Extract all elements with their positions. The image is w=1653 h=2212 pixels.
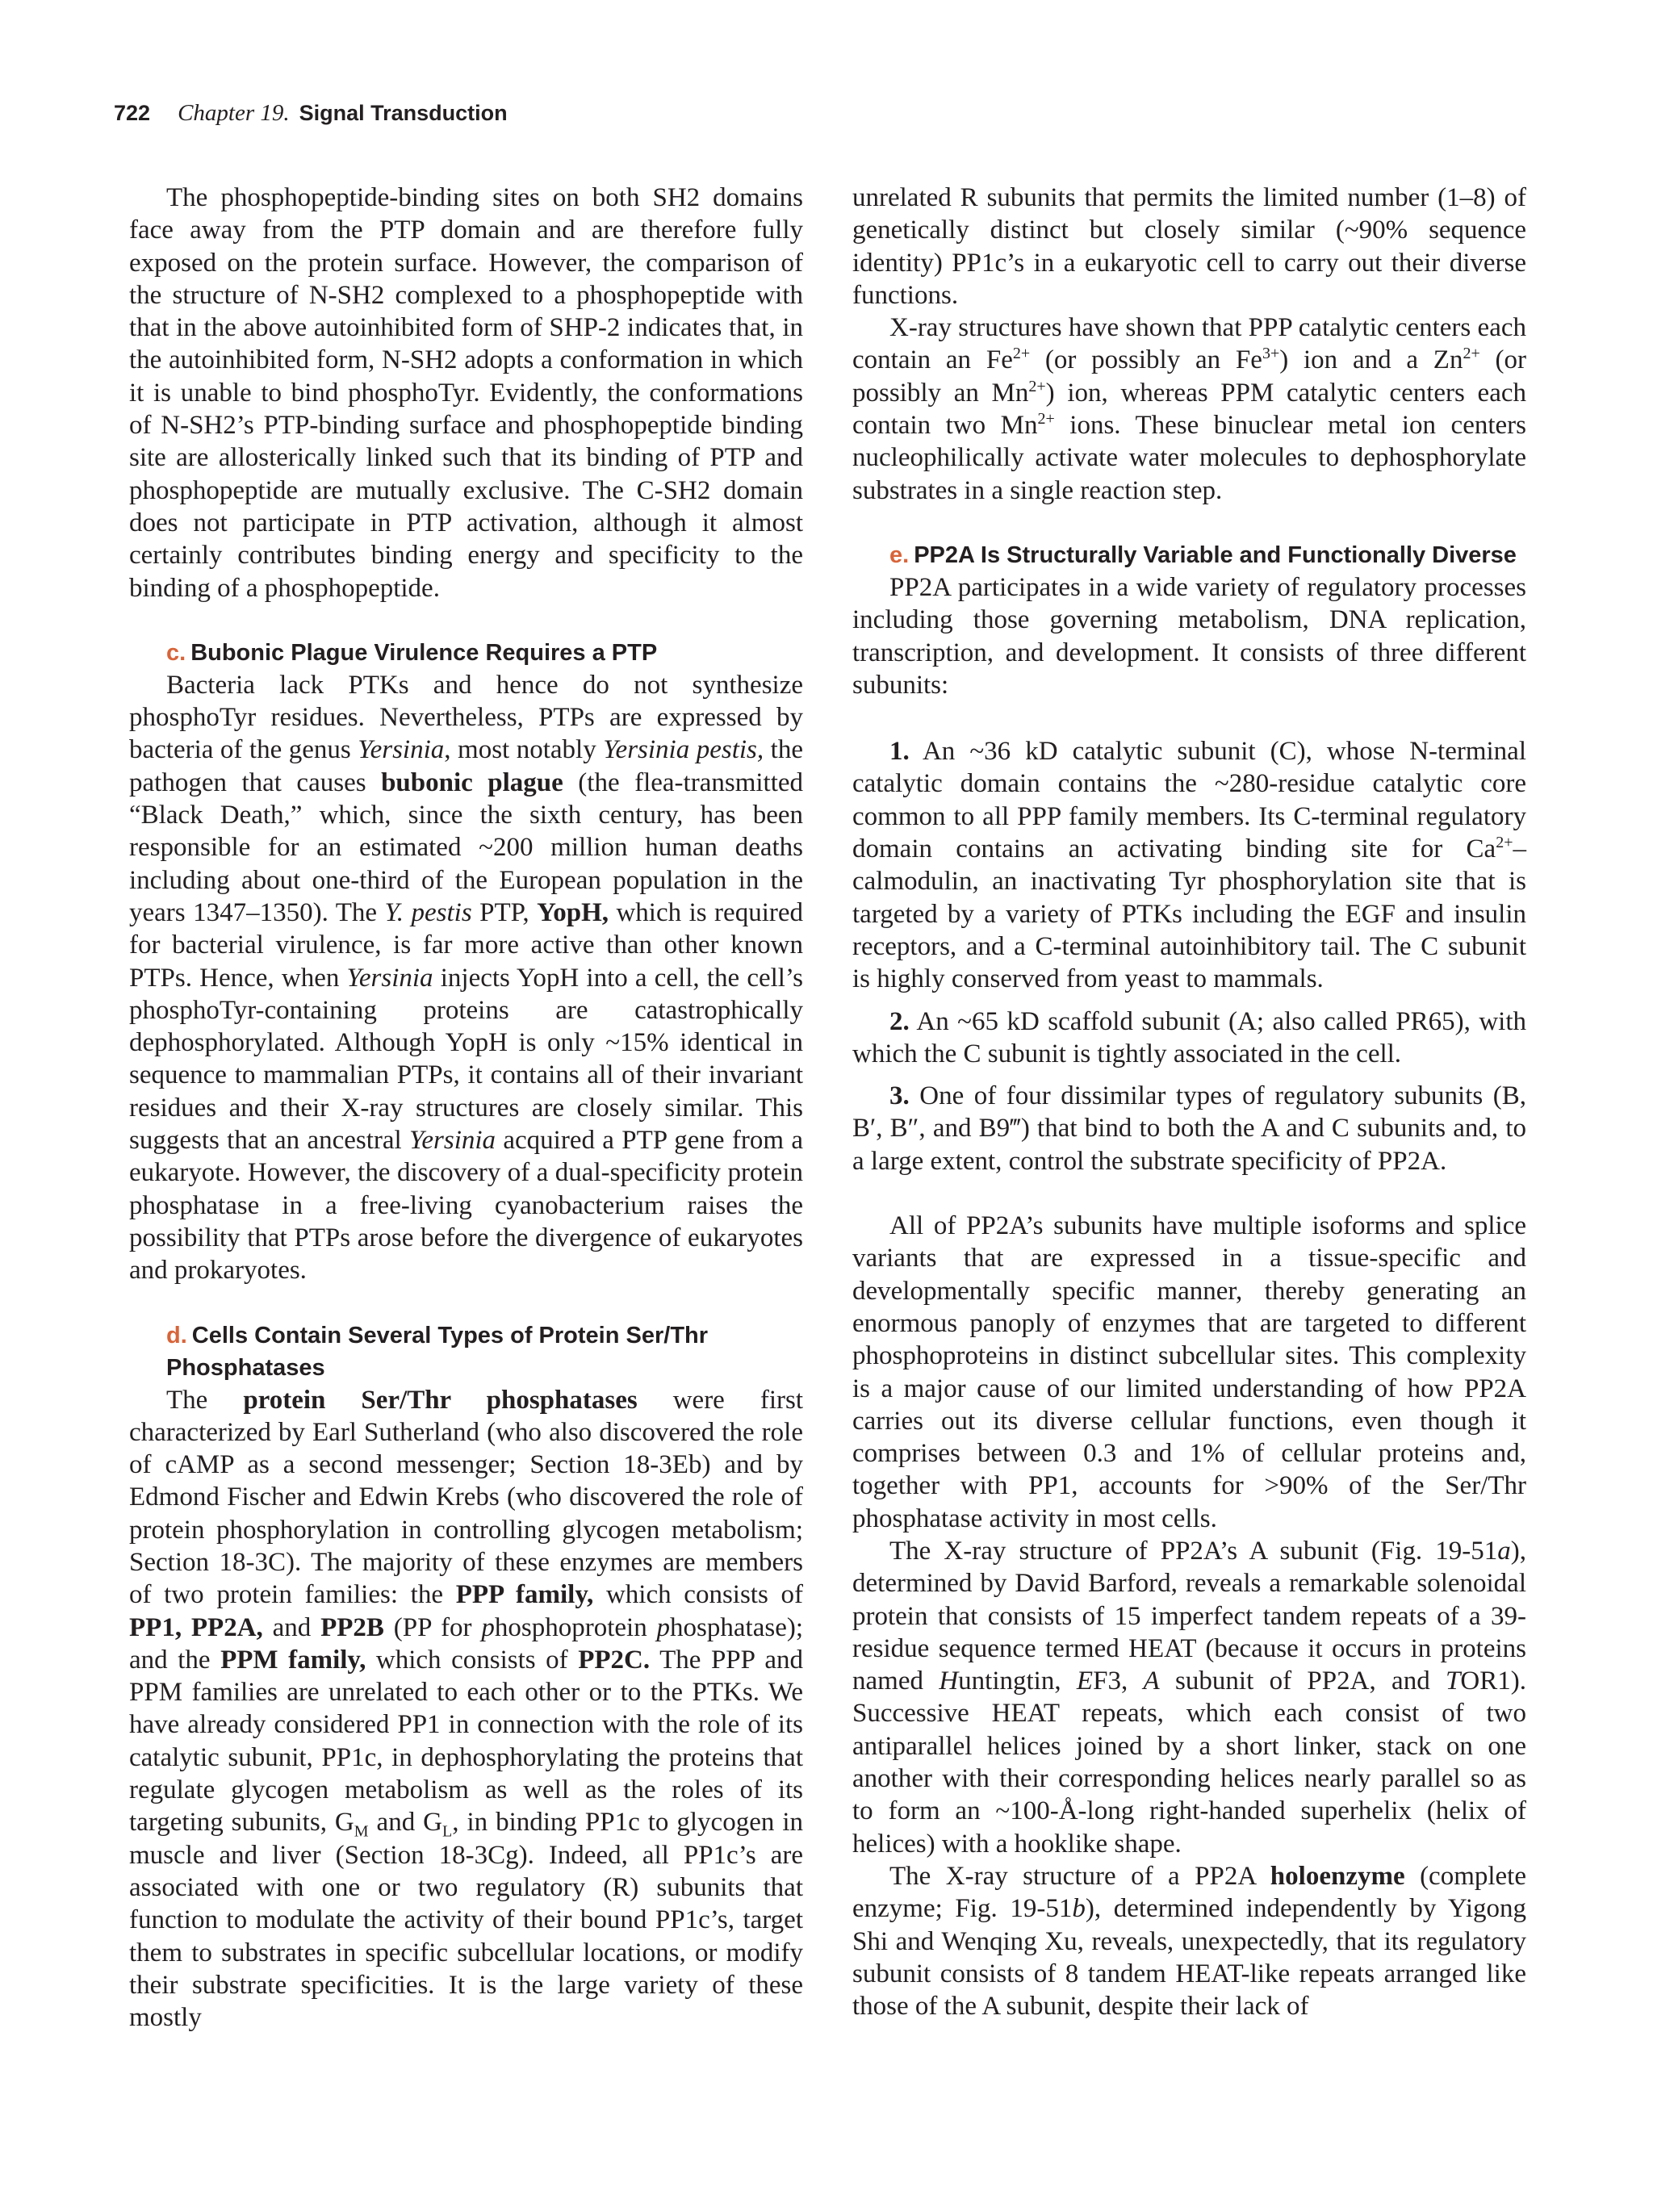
section-letter: d. (166, 1322, 187, 1349)
running-header (114, 100, 508, 127)
paragraph-holoenzyme: The X-ray structure of a PP2A holoenzyme (complete enzyme; Fig. 19-51b), determined independently by Yigong Shi and Wenqing Xu, reveals, unexpectedly, that its regulatory subunit consists of 8 tandem HEAT-like repeats arranged like those of the A subunit, despite their lack of (852, 1861, 1527, 2022)
section-title: Bubonic Plague Virulence Requires a PTP (190, 639, 658, 666)
paragraph-ser-thr-phosphatases: The protein Ser/Thr phosphatases were first characterized by Earl Sutherland (who also discovered the role of cAMP as a second messenger; Section 18-3Eb) and by Edmond Fischer and Edwin Krebs (who discovered the role of protein phosphorylation in controlling glycogen metabolism; Section 18-3C). The majority of these enzymes are members of two protein families: the PPP family, which consists of PP1, PP2A, and PP2B (PP for phosphoprotein phosphatase); and the PPM family, which consists of PP2C. The PPP and PPM families are unrelated to each other or to the PTKs. We have already considered PP1 in connection with the role of its catalytic subunit, PP1c, in dephosphorylating the proteins that regulate glycogen metabolism as well as the roles of its targeting subunits, $G_M$ and $G_L$, in binding PP1c to glycogen in muscle and liver (Section 18-3Cg). Indeed, all PP1c’s are associated with one or two regulatory (R) subunits that function to modulate the activity of their bound PP1c’s, target them to substrates in specific subcellular locations, or modify their substrate specificities. It is the large variety of these mostly (129, 1385, 803, 2033)
list-item: 3. One of four dissimilar types of regulatory subunits (B, B′, B″, and B9‴) that bind to both the A and C subunits and, to a large extent, control the substrate specificity of PP2A. (852, 1081, 1526, 1176)
paragraph-isoforms: All of PP2A’s subunits have multiple isoforms and splice variants that are expressed in a tissue-specific and developmentally specific manner, thereby generating an enormous panoply of enzymes that are targeted to different phosphoproteins in distinct subcellular sites. This complexity is a major cause of our limited understanding of how PP2A carries out its diverse cellular functions, even though it comprises between 0.3 and 1% of cellular proteins and, together with PP1, accounts for >90% of the Ser/Thr phosphatase activity in most cells. (852, 1211, 1526, 1533)
left-column (129, 182, 803, 2034)
right-column (852, 182, 1526, 2022)
list-item: 2. An ~65 kD scaffold subunit (A; also called PR65), with which the C subunit is tightly associated in the cell. (852, 1006, 1526, 1068)
page-number: 722 (114, 101, 151, 125)
paragraph-pp2a-intro: PP2A participates in a wide variety of regulatory processes including those governing metabolism, DNA replication, transcription, and development. It consists of three different subunits: (852, 572, 1526, 700)
section-letter: e. (889, 542, 910, 568)
section-heading-d (166, 1319, 803, 1384)
section-heading-e (889, 539, 1526, 571)
paragraph-a-subunit: The X-ray structure of PP2A’s A subunit (Fig. 19-51a), determined by David Barford, reveals a remarkable solenoidal protein that consists of 15 imperfect tandem repeats of a 39-residue sequence termed HEAT (because it occurs in proteins named Huntingtin, EF3, A subunit of PP2A, and TOR1). Successive HEAT repeats, which each consist of two antiparallel helices joined by a short linker, stack on one another with their corresponding helices nearly parallel so as to form an ~100-Å-long right-handed superhelix (helix of helices) with a hooklike shape. (852, 1536, 1526, 1859)
section-heading-c (166, 637, 803, 669)
section-title: PP2A Is Structurally Variable and Functionally Diverse (914, 542, 1517, 568)
section-letter: c. (166, 639, 186, 666)
paragraph-continued: unrelated R subunits that permits the limited number (1–8) of genetically distinct but closely similar (~90% sequence identity) PP1c’s in a eukaryotic cell to carry out their diverse functions. (852, 183, 1526, 310)
paragraph-xray-metal: X-ray structures have shown that PPP catalytic centers each contain an $Fe^{2+}$ (or possibly an $Fe^{3+}$) ion and a $Zn^{2+}$ (or possibly an $Mn^{2+}$) ion, whereas PPM catalytic centers each contain two $Mn^{2+}$ ions. These binuclear metal ion centers nucleophilically activate water molecules to dephosphorylate substrates in a single reaction step. (852, 313, 1527, 505)
chapter-title: Signal Transduction (299, 101, 508, 125)
list-item: 1. An ~36 kD catalytic subunit (C), whose N-terminal catalytic domain contains the ~280-residue catalytic core common to all PPP family members. Its C-terminal regulatory domain contains an activating binding site for $Ca^{2+}$–calmodulin, an inactivating Tyr phosphorylation site that is targeted by a variety of PTKs including the EGF and insulin receptors, and a C-terminal autoinhibitory tail. The C subunit is highly conserved from yeast to mammals. (852, 737, 1526, 994)
paragraph-bubonic-plague: Bacteria lack PTKs and hence do not synthesize phosphoTyr residues. Nevertheless, PTPs are expressed by bacteria of the genus Yersinia, most notably Yersinia pestis, the pathogen that causes bubonic plague (the flea-transmitted “Black Death,” which, since the sixth century, has been responsible for an estimated ~200 million human deaths including about one-third of the European population in the years 1347–1350). The Y. pestis PTP, YopH, which is required for bacterial virulence, is far more active than other known PTPs. Hence, when Yersinia injects YopH into a cell, the cell’s phosphoTyr-containing proteins are catastrophically dephosphorylated. Although YopH is only ~15% identical in sequence to mammalian PTPs, it contains all of their invariant residues and their X-ray structures are closely similar. This suggests that an ancestral Yersinia acquired a PTP gene from a eukaryote. However, the discovery of a dual-specificity protein phosphatase in a free-living cyanobacterium raises the possibility that PTPs arose before the divergence of eukaryotes and prokaryotes. (129, 670, 804, 1286)
chapter-label: Chapter 19. (178, 100, 290, 126)
paragraph-sh2: The phosphopeptide-binding sites on both SH2 domains face away from the PTP domain and are therefore fully exposed on the protein surface. However, the comparison of the structure of N-SH2 complexed to a phosphopeptide with that in the above autoinhibited form of SHP-2 indicates that, in the autoinhibited form, N-SH2 adopts a conformation in which it is unable to bind phosphoTyr. Evidently, the conformations of N-SH2’s PTP-binding surface and phosphopeptide binding site are allosterically linked such that its binding of PTP and phosphopeptide are mutually exclusive. The C-SH2 domain does not participate in PTP activation, although it almost certainly contributes binding energy and specificity to the binding of a phosphopeptide. (129, 183, 803, 603)
section-title: Cells Contain Several Types of Protein Ser/Thr Phosphatases (166, 1322, 709, 1381)
